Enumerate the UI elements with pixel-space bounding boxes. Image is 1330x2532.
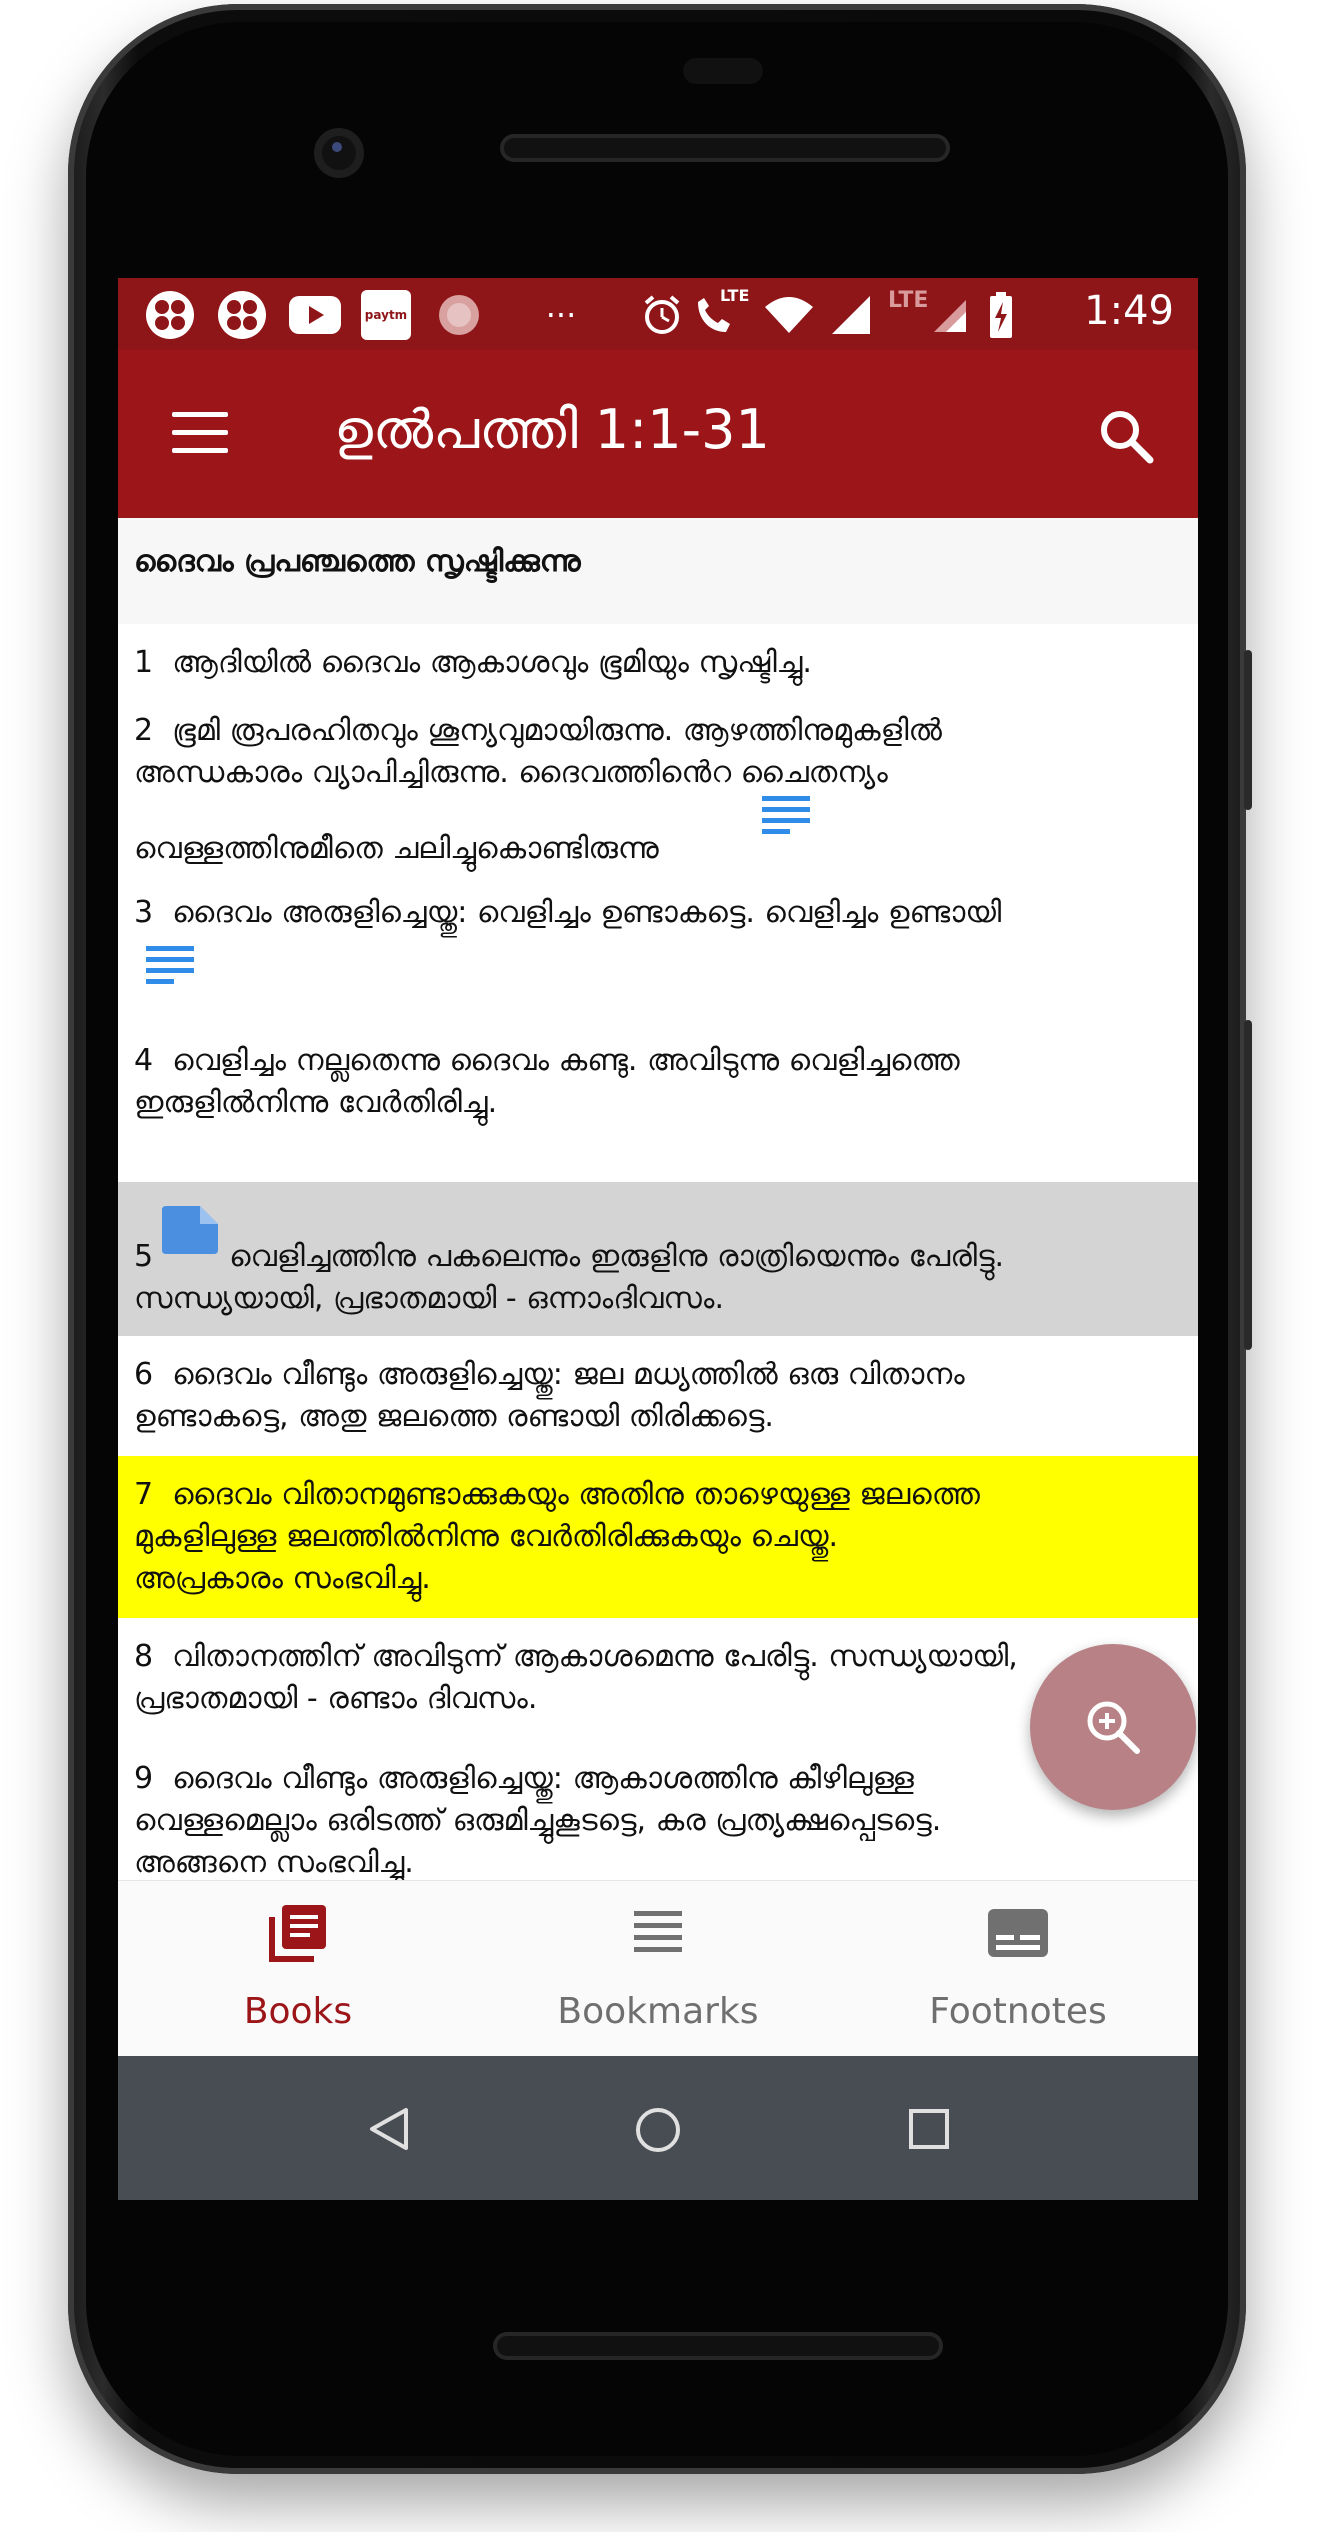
- verse-text-line: വെളിച്ചം നല്ലതെന്നു ദൈവം കണ്ടു. അവിടുന്നു വെളിച്ചത്തെ: [172, 1043, 960, 1078]
- footnotes-icon: [988, 1903, 1048, 1963]
- footnote-icon[interactable]: [762, 794, 812, 840]
- verse-4[interactable]: [118, 1028, 1198, 1128]
- verse-number: 2: [134, 713, 154, 748]
- verse-number: 5: [134, 1239, 154, 1274]
- proximity-sensor: [683, 58, 763, 84]
- status-time: 1:49: [1084, 288, 1174, 334]
- alarm-icon: [638, 292, 686, 338]
- system-navigation-bar: [118, 2056, 1198, 2200]
- footnote-icon[interactable]: [146, 944, 196, 990]
- verse-text: ആദിയിൽ ദൈവം ആകാശവും ഭൂമിയും സൃഷ്ടിച്ചു.: [172, 645, 812, 680]
- verse-text-line: വെളിച്ചത്തിനു പകലെന്നും ഇരുളിനു രാത്രിയെന്നും പേരിട്ടു.: [229, 1239, 1005, 1274]
- hamburger-icon[interactable]: [172, 412, 228, 454]
- verse-5[interactable]: [118, 1182, 1198, 1336]
- verse-text-line: വെള്ളത്തിനുമീതെ ചലിച്ചുകൊണ്ടിരുന്നു: [134, 831, 659, 866]
- app-screen: [118, 278, 1198, 2200]
- power-button: [1244, 650, 1252, 810]
- lte-call-icon: LTE: [690, 292, 752, 338]
- verse-text-line: ഉണ്ടാകട്ടെ, അതു ജലത്തെ രണ്ടായി തിരിക്കട്ടെ.: [134, 1399, 774, 1434]
- signal-icon: [828, 292, 874, 338]
- app-icon-2: [216, 292, 268, 338]
- verse-text-line: അന്ധകാരം വ്യാപിച്ചിരുന്നു. ദൈവത്തിൻെറ ചൈതന്യം: [134, 755, 888, 790]
- verse-3[interactable]: [118, 878, 1198, 1028]
- verse-text: ദൈവം അരുളിച്ചെയ്തു: വെളിച്ചം ഉണ്ടാകട്ടെ. വെളിച്ചം ഉണ്ടായി: [172, 895, 1002, 930]
- nav-footnotes[interactable]: [838, 1881, 1198, 2057]
- volume-button: [1244, 1020, 1252, 1350]
- verse-number: 3: [134, 895, 154, 930]
- verse-number: 6: [134, 1357, 154, 1392]
- verse-text-line: അപ്രകാരം സംഭവിച്ചു.: [134, 1561, 431, 1596]
- paytm-icon: paytm: [360, 292, 412, 338]
- verse-7[interactable]: [118, 1456, 1198, 1618]
- verse-2[interactable]: [118, 700, 1198, 878]
- search-icon[interactable]: [1096, 406, 1156, 466]
- section-heading: [118, 518, 1198, 624]
- lte-signal-icon: LTE: [882, 292, 968, 338]
- more-dots-icon: ···: [545, 296, 577, 334]
- books-icon: [268, 1903, 328, 1963]
- verse-text-line: സന്ധ്യയായി, പ്രഭാതമായി - ഒന്നാംദിവസം.: [134, 1281, 724, 1316]
- bookmarks-icon: [628, 1903, 688, 1963]
- verse-6[interactable]: [118, 1336, 1198, 1456]
- youtube-icon: [288, 292, 342, 338]
- bottom-navigation: [118, 1880, 1198, 2057]
- nav-books[interactable]: [118, 1881, 478, 2057]
- verse-text-line: ദൈവം വീണ്ടും അരുളിച്ചെയ്തു: ആകാശത്തിനു കീഴിലുള്ള: [172, 1761, 914, 1796]
- nav-bookmarks-label: Bookmarks: [557, 1991, 759, 2032]
- verse-text-line: ദൈവം വീണ്ടും അരുളിച്ചെയ്തു: ജല മധ്യത്തിൽ ഒരു വിതാനം: [172, 1357, 965, 1392]
- verse-text-line: വിതാനത്തിന് അവിടുന്ന് ആകാശമെന്നു പേരിട്ടു. സന്ധ്യയായി,: [172, 1639, 1018, 1674]
- status-bar: [118, 278, 1198, 350]
- verse-number: 7: [134, 1477, 154, 1512]
- zoom-in-button[interactable]: [1030, 1644, 1196, 1810]
- bottom-speaker: [493, 2332, 943, 2360]
- section-heading-text: ദൈവം പ്രപഞ്ചത്തെ സൃഷ്ടിക്കുന്നു: [134, 544, 581, 579]
- verse-number: 8: [134, 1639, 154, 1674]
- verse-text-line: ഭൂമി രൂപരഹിതവും ശൂന്യവുമായിരുന്നു. ആഴത്തിനുമുകളിൽ: [172, 713, 942, 748]
- app-bar: [118, 350, 1198, 518]
- page-title: ഉൽപത്തി 1:1-31: [334, 398, 770, 461]
- verse-number: 9: [134, 1761, 154, 1796]
- wifi-icon: [762, 292, 816, 338]
- verse-1[interactable]: [118, 624, 1198, 700]
- earpiece-speaker: [500, 134, 950, 162]
- nav-footnotes-label: Footnotes: [929, 1991, 1107, 2032]
- loader-icon: [434, 292, 484, 338]
- app-icon-1: [144, 292, 196, 338]
- verse-text-line: വെള്ളമെല്ലാം ഒരിടത്ത് ഒരുമിച്ചുകൂടട്ടെ, കര പ്രത്യക്ഷപ്പെടട്ടെ.: [134, 1803, 942, 1838]
- nav-bookmarks[interactable]: [478, 1881, 838, 2057]
- home-icon[interactable]: [634, 2106, 682, 2154]
- verse-number: 1: [134, 645, 154, 680]
- recents-icon[interactable]: [908, 2108, 950, 2150]
- verse-text-line: മുകളിലുള്ള ജലത്തിൽനിന്നു വേർതിരിക്കുകയും ചെയ്തു.: [134, 1519, 839, 1554]
- verse-text-line: അങ്ങനെ സംഭവിച്ചു.: [134, 1845, 414, 1880]
- verse-text-line: ഇരുളിൽനിന്നു വേർതിരിച്ചു.: [134, 1085, 498, 1120]
- chapter-content[interactable]: [118, 518, 1198, 1880]
- battery-charging-icon: [984, 292, 1018, 338]
- verse-text-line: പ്രഭാതമായി - രണ്ടാം ദിവസം.: [134, 1681, 538, 1716]
- zoom-in-icon: [1081, 1695, 1145, 1759]
- front-camera-icon: [314, 128, 364, 178]
- verse-number: 4: [134, 1043, 154, 1078]
- back-icon[interactable]: [366, 2106, 412, 2152]
- nav-books-label: Books: [243, 1991, 353, 2032]
- verse-text-line: ദൈവം വിതാനമുണ്ടാക്കുകയും അതിനു താഴെയുള്ള ജലത്തെ: [172, 1477, 980, 1512]
